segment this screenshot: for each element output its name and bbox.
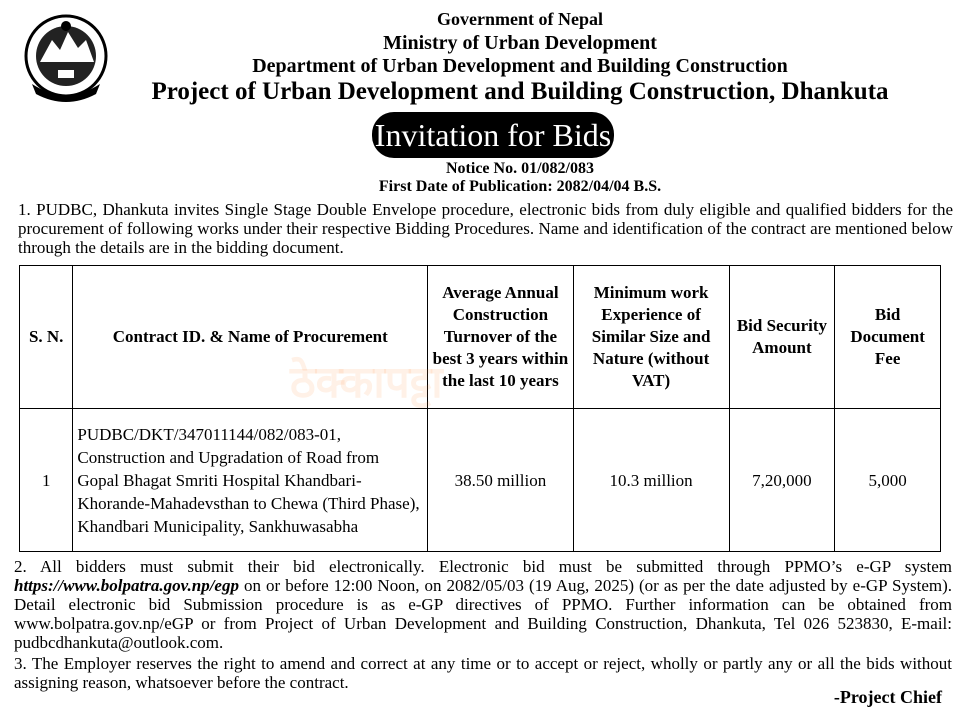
cell-security: 7,20,000 [729, 409, 835, 552]
header-project: Project of Urban Development and Building Construction, Dhankuta [151, 78, 889, 105]
publication-date: First Date of Publication: 2082/04/04 B.S. [378, 178, 662, 195]
header-sn: S. N. [20, 266, 73, 409]
header-government: Government of Nepal [437, 9, 603, 29]
egp-link[interactable]: https://www.bolpatra.gov.np/egp [14, 576, 239, 595]
header-experience: Minimum work Experience of Similar Size and Nature (without VAT) [573, 266, 729, 409]
cell-sn: 1 [20, 409, 73, 552]
table-row [20, 409, 941, 552]
paragraph-2 [14, 557, 952, 652]
watermark: ठेक्कापट्टा [290, 358, 443, 407]
header-department: Department of Urban Development and Building Construction [252, 55, 788, 77]
paragraph-3: 3. The Employer reserves the right to amend and correct at any time or to accept or reject, wholly or partly any or all the bids without assigning reason, whatsoever before the contract. [14, 654, 952, 692]
para2-suffix: on or before 12:00 Noon, on 2082/05/03 (19 Aug, 2025) (or as per the date adjusted by e-GP System). Detail electronic bid Submission procedure is as e-GP directives of PPMO. Further information can be obtained from www.bolpatra.gov.np/eGP or from Project of Urban Development and Building Construction, Dhankuta, Tel 026 523830, E-mail: pudbcdhankuta@outlook.com. [14, 576, 952, 652]
header-security: Bid Security Amount [729, 266, 835, 409]
notice-number: Notice No. 01/082/083 [446, 160, 594, 177]
table-header-row [20, 266, 941, 409]
para2-prefix: 2. All bidders must submit their bid electronically. Electronic bid must be submitted through PPMO’s e-GP system [14, 557, 952, 576]
bid-table [19, 265, 941, 552]
cell-turnover: 38.50 million [428, 409, 573, 552]
paragraph-1: 1. PUDBC, Dhankuta invites Single Stage Double Envelope procedure, electronic bids from duly eligible and qualified bidders for the procurement of following works under their respective Bidding Procedures. Name and identification of the contract are mentioned below through the details are in the bidding document. [18, 200, 953, 257]
header-contract: Contract ID. & Name of Procurement [73, 266, 428, 409]
cell-experience: 10.3 million [573, 409, 729, 552]
cell-contract: PUDBC/DKT/347011144/082/083-01, Construction and Upgradation of Road from Gopal Bhagat Smriti Hospital Khandbari-Khorande-Mahadevsthan to Chewa (Third Phase), Khandbari Municipality, Sankhuwasabha [73, 409, 428, 552]
header-fee: Bid Document Fee [835, 266, 941, 409]
cell-fee: 5,000 [835, 409, 941, 552]
signature: -Project Chief [833, 687, 942, 707]
header-ministry: Ministry of Urban Development [383, 32, 657, 54]
header-turnover: Average Annual Construction Turnover of the best 3 years within the last 10 years [428, 266, 573, 409]
page-title: Invitation for Bids [372, 112, 614, 158]
